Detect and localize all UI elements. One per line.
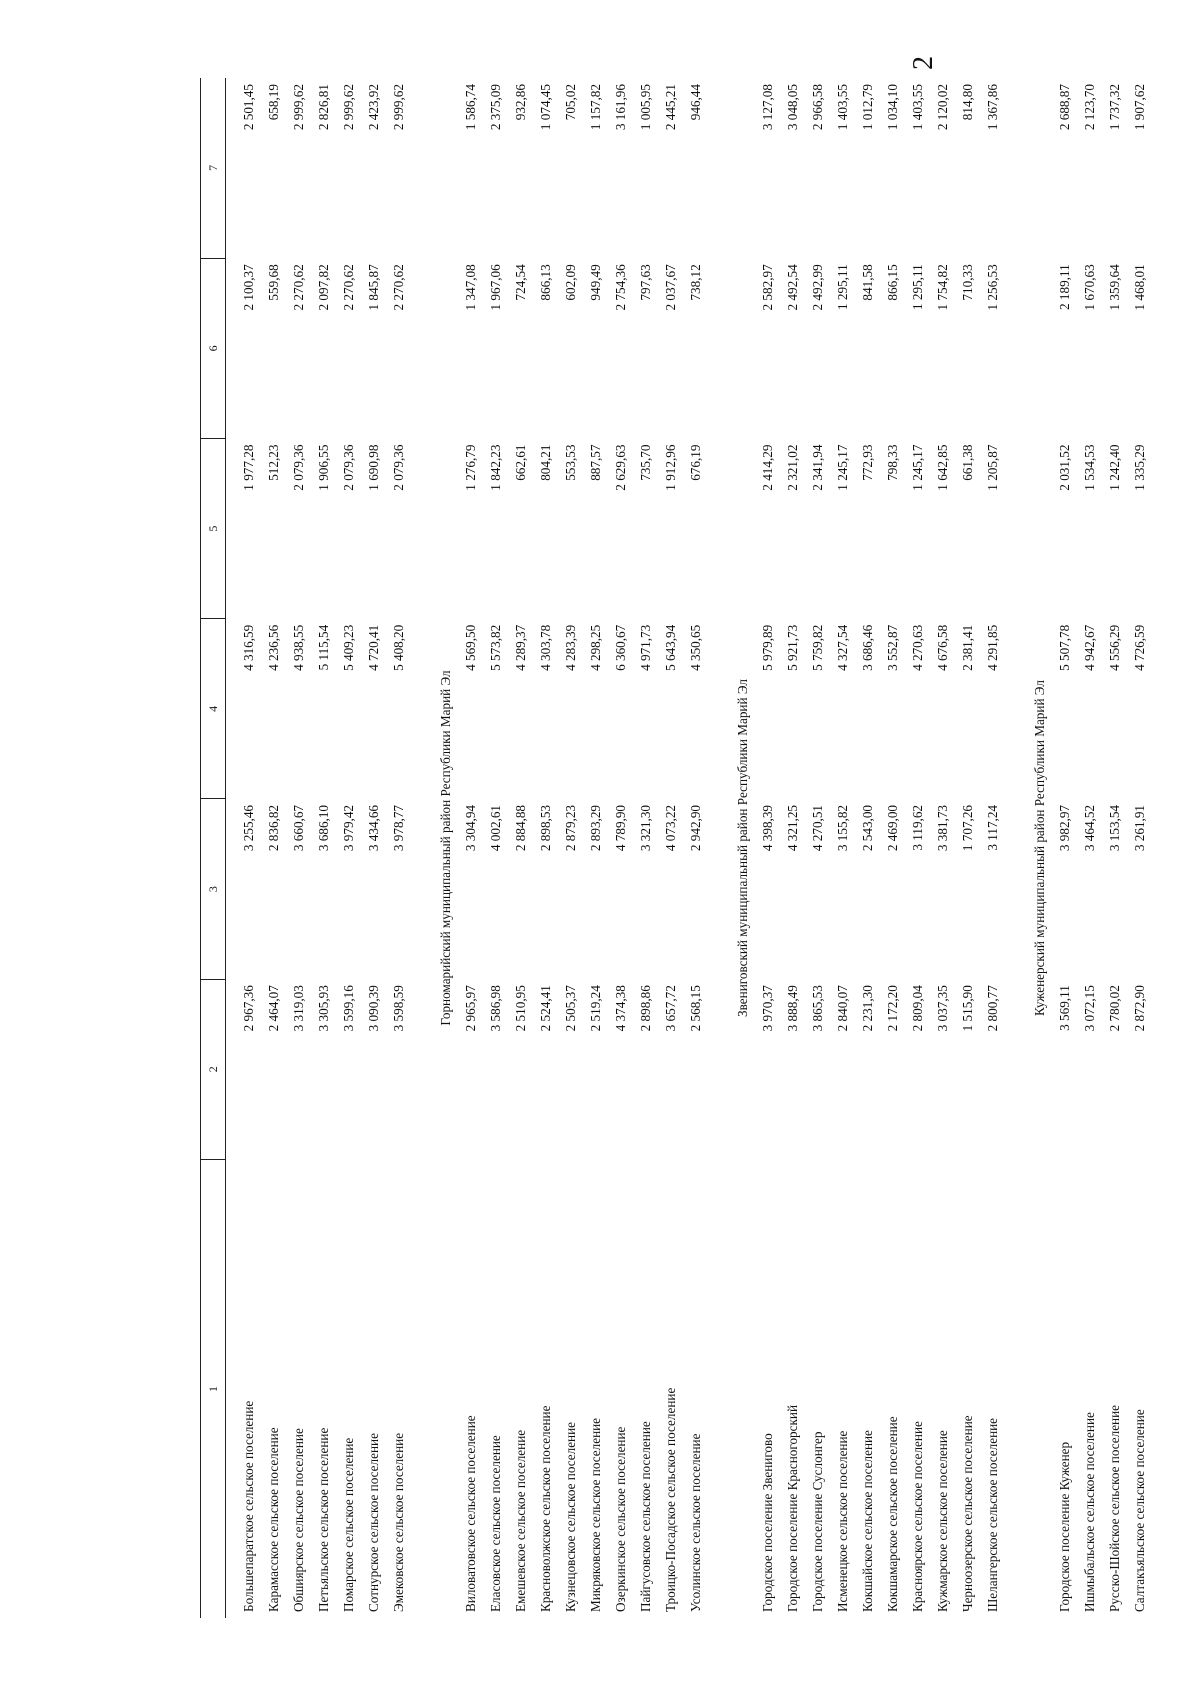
table-cell-value: 2 492,54 (785, 264, 800, 311)
table-cell-value: 2 097,82 (316, 264, 331, 311)
table-cell-value: 4 398,39 (760, 804, 775, 852)
section-header-row (1027, 78, 1052, 1618)
table-cell-value: 1 157,82 (588, 84, 603, 131)
settlement-name: Городское поселение Звенигово (760, 1433, 775, 1612)
table-cell-value: 4 303,78 (538, 624, 553, 671)
table-cell-value: 4 316,59 (241, 624, 256, 671)
table-cell-value: 4 327,54 (835, 624, 850, 671)
table-cell-value: 724,54 (513, 264, 528, 301)
table-cell-value: 2 568,15 (688, 985, 703, 1032)
table-cell-value: 3 381,73 (935, 804, 950, 852)
table-cell-value: 932,86 (513, 84, 528, 121)
table-cell-value: 1 967,06 (488, 264, 503, 311)
table-cell-value: 2 840,07 (835, 985, 850, 1032)
table-cell-value: 1 403,55 (910, 84, 925, 131)
table-cell-value: 2 800,77 (985, 985, 1000, 1032)
table-cell-value: 5 115,54 (316, 624, 331, 671)
table-cell-value: 710,33 (960, 264, 975, 301)
table-cell-value: 797,63 (638, 264, 653, 301)
table-cell-value: 5 921,73 (785, 624, 800, 671)
table-cell-value: 2 414,29 (760, 444, 775, 491)
table-cell-value: 3 865,53 (810, 985, 825, 1032)
table-row (361, 78, 386, 1618)
table-cell-value: 3 586,98 (488, 985, 503, 1032)
table-cell-value: 3 037,35 (935, 985, 950, 1032)
spacer-row (226, 78, 237, 1618)
table-cell-value: 2 688,87 (1057, 84, 1072, 131)
table-row (236, 78, 261, 1618)
table-cell-value: 2 464,07 (266, 985, 281, 1032)
table-cell-value: 4 789,90 (613, 804, 628, 852)
table-cell-value: 3 982,97 (1057, 804, 1072, 852)
table-cell-value: 2 898,86 (638, 985, 653, 1032)
table-cell-value: 866,13 (538, 264, 553, 301)
settlement-name: Емешевское сельское поселение (513, 1429, 528, 1612)
table-row (683, 78, 708, 1618)
table-cell-value: 2 999,62 (291, 84, 306, 131)
table-cell-value: 3 686,46 (860, 624, 875, 671)
table-cell-value: 1 242,40 (1107, 444, 1122, 491)
table-cell-value: 3 304,94 (463, 804, 478, 852)
table-cell-value: 1 295,11 (910, 264, 925, 310)
settlement-name: Ишмыбальское сельское поселение (1082, 1412, 1097, 1612)
table-cell-value: 1 670,63 (1082, 264, 1097, 311)
settlement-name: Усолинское сельское поселение (688, 1433, 703, 1612)
table-cell-value: 4 298,25 (588, 624, 603, 671)
table-cell-value: 1 977,28 (241, 444, 256, 491)
column-header: 3 (201, 799, 226, 979)
settlement-name: Карамасское сельское поселение (266, 1427, 281, 1612)
rotated-table-container (200, 78, 1147, 1618)
table-cell-value: 4 073,22 (663, 804, 678, 852)
settlement-name: Кокшамарское сельское поселение (885, 1416, 900, 1612)
table-cell-value: 3 127,08 (760, 84, 775, 131)
table-cell-value: 2 189,11 (1057, 264, 1072, 310)
table-cell-value: 3 978,77 (391, 804, 406, 852)
table-row (311, 78, 336, 1618)
tariff-table (200, 78, 1152, 1618)
table-cell-value: 2 270,62 (291, 264, 306, 311)
table-row (483, 78, 508, 1618)
table-cell-value: 3 119,62 (910, 804, 925, 851)
table-cell-value: 2 120,02 (935, 84, 950, 131)
table-cell-value: 5 643,94 (663, 624, 678, 671)
column-header: 4 (201, 619, 226, 799)
table-cell-value: 1 205,87 (985, 444, 1000, 491)
table-cell-value: 658,19 (266, 84, 281, 121)
table-cell-value: 772,93 (860, 444, 875, 481)
table-cell-value: 2 884,88 (513, 804, 528, 852)
settlement-name: Красноволжское сельское поселение (538, 1405, 553, 1612)
section-header-row (433, 78, 458, 1618)
spacer-row (411, 78, 433, 1618)
spacer-row (708, 78, 730, 1618)
table-cell-value: 553,53 (563, 444, 578, 481)
column-header: 1 (201, 1159, 226, 1618)
table-cell-value: 2 501,45 (241, 84, 256, 131)
spacer-row (1005, 78, 1027, 1618)
table-cell-value: 841,58 (860, 264, 875, 301)
table-cell-value: 1 468,01 (1132, 264, 1147, 311)
table-cell-value: 1 034,10 (885, 84, 900, 131)
table-cell-value: 1 074,45 (538, 84, 553, 131)
table-row (780, 78, 805, 1618)
table-cell-value: 2 037,67 (663, 264, 678, 311)
table-cell-value: 2 809,04 (910, 985, 925, 1032)
table-cell-value: 2 469,00 (885, 804, 900, 852)
table-cell-value: 1 012,79 (860, 84, 875, 131)
table-row (1127, 78, 1152, 1618)
table-cell-value: 3 155,82 (835, 804, 850, 852)
table-row (830, 78, 855, 1618)
table-cell-value: 512,23 (266, 444, 281, 481)
settlement-name: Сотнурское сельское поселение (366, 1433, 381, 1612)
table-cell-value: 2 999,62 (391, 84, 406, 131)
table-cell-value: 1 245,17 (835, 444, 850, 491)
settlement-name: Черноозерское сельское поселение (960, 1415, 975, 1612)
table-row (286, 78, 311, 1618)
table-cell-value: 4 938,55 (291, 624, 306, 671)
table-cell-value: 3 686,10 (316, 804, 331, 852)
table-cell-value: 5 573,82 (488, 624, 503, 671)
table-cell-value: 2 505,37 (563, 985, 578, 1032)
table-cell-value: 2 381,41 (960, 624, 975, 671)
table-cell-value: 1 912,96 (663, 444, 678, 491)
table-cell-value: 2 999,62 (341, 84, 356, 131)
table-cell-value: 4 270,63 (910, 624, 925, 671)
table-cell-value: 4 289,37 (513, 624, 528, 671)
table-row (880, 78, 905, 1618)
table-cell-value: 4 676,58 (935, 624, 950, 671)
table-cell-value: 2 510,95 (513, 985, 528, 1032)
table-cell-value: 2 321,02 (785, 444, 800, 491)
settlement-name: Большепаратское сельское поселение (241, 1400, 256, 1612)
settlement-name: Шелангерское сельское поселение (985, 1417, 1000, 1612)
table-cell-value: 2 492,99 (810, 264, 825, 311)
table-cell-value: 4 374,38 (613, 985, 628, 1032)
table-cell-value: 2 270,62 (341, 264, 356, 311)
table-cell-value: 1 534,53 (1082, 444, 1097, 491)
table-cell-value: 1 256,53 (985, 264, 1000, 311)
column-header: 2 (201, 979, 226, 1159)
table-cell-value: 2 445,21 (663, 84, 678, 131)
table-cell-value: 1 642,85 (935, 444, 950, 491)
settlement-name: Помарское сельское поселение (341, 1437, 356, 1612)
settlement-name: Еласовское сельское поселение (488, 1435, 503, 1612)
table-row (533, 78, 558, 1618)
table-cell-value: 1 737,32 (1107, 84, 1122, 131)
table-cell-value: 3 261,91 (1132, 804, 1147, 852)
table-cell-value: 705,02 (563, 84, 578, 121)
table-cell-value: 2 123,70 (1082, 84, 1097, 131)
table-cell-value: 1 586,74 (463, 84, 478, 131)
table-cell-value: 1 754,82 (935, 264, 950, 311)
settlement-name: Кокшайское сельское поселение (860, 1430, 875, 1612)
table-cell-value: 3 434,66 (366, 804, 381, 852)
table-row (980, 78, 1005, 1618)
table-row (805, 78, 830, 1618)
table-cell-value: 2 172,20 (885, 985, 900, 1032)
table-cell-value: 2 967,36 (241, 985, 256, 1032)
table-cell-value: 3 888,49 (785, 985, 800, 1032)
settlement-name: Виловатовское сельское поселение (463, 1415, 478, 1612)
table-cell-value: 4 291,85 (985, 624, 1000, 671)
table-cell-value: 5 408,20 (391, 624, 406, 671)
settlement-name: Городское поселение Красногорский (785, 1404, 800, 1612)
table-cell-value: 3 255,46 (241, 804, 256, 852)
table-row (1102, 78, 1127, 1618)
table-cell-value: 3 657,72 (663, 985, 678, 1032)
table-cell-value: 2 629,63 (613, 444, 628, 491)
settlement-name: Троицко-Посадское сельское поселение (663, 1387, 678, 1612)
table-row (1052, 78, 1077, 1618)
settlement-name: Петъяльское сельское поселение (316, 1427, 331, 1612)
settlement-name: Обшиярское сельское поселение (291, 1428, 306, 1612)
table-row (905, 78, 930, 1618)
table-cell-value: 3 979,42 (341, 804, 356, 852)
table-cell-value: 2 524,41 (538, 985, 553, 1032)
table-cell-value: 3 319,03 (291, 985, 306, 1032)
table-cell-value: 2 543,00 (860, 804, 875, 852)
table-cell-value: 1 515,90 (960, 985, 975, 1032)
table-row (930, 78, 955, 1618)
table-cell-value: 1 845,87 (366, 264, 381, 311)
table-cell-value: 1 403,55 (835, 84, 850, 131)
table-cell-value: 814,80 (960, 84, 975, 121)
table-row (558, 78, 583, 1618)
table-cell-value: 1 907,62 (1132, 84, 1147, 131)
table-cell-value: 1 690,98 (366, 444, 381, 491)
table-cell-value: 2 754,36 (613, 264, 628, 311)
table-cell-value: 2 879,23 (563, 804, 578, 852)
table-cell-value: 1 906,55 (316, 444, 331, 491)
table-cell-value: 3 048,05 (785, 84, 800, 131)
table-cell-value: 2 893,29 (588, 804, 603, 852)
table-cell-value: 4 556,29 (1107, 624, 1122, 671)
settlement-name: Пайгусовское сельское поселение (638, 1421, 653, 1612)
table-cell-value: 2 375,09 (488, 84, 503, 131)
settlement-name: Микряковское сельское поселение (588, 1417, 603, 1612)
table-row (386, 78, 411, 1618)
table-cell-value: 1 367,86 (985, 84, 1000, 131)
settlement-name: Озеркинское сельское поселение (613, 1426, 628, 1612)
settlement-name: Городское поселение Суслонгер (810, 1431, 825, 1612)
table-cell-value: 3 598,59 (391, 985, 406, 1032)
table-cell-value: 2 519,24 (588, 985, 603, 1032)
table-row (508, 78, 533, 1618)
table-cell-value: 1 359,64 (1107, 264, 1122, 311)
table-cell-value: 1 707,26 (960, 804, 975, 852)
table-cell-value: 2 079,36 (291, 444, 306, 491)
table-cell-value: 2 942,90 (688, 804, 703, 852)
table-cell-value: 1 005,95 (638, 84, 653, 131)
table-cell-value: 3 161,96 (613, 84, 628, 131)
table-cell-value: 2 582,97 (760, 264, 775, 311)
settlement-name: Красноярское сельское поселение (910, 1421, 925, 1612)
table-cell-value: 2 031,52 (1057, 444, 1072, 491)
table-cell-value: 5 979,89 (760, 624, 775, 671)
table-header-row (201, 78, 226, 1618)
section-title: Звениговский муниципальный район Республики Марий Эл (735, 679, 750, 1017)
table-cell-value: 804,21 (538, 444, 553, 481)
table-row (955, 78, 980, 1618)
settlement-name: Кужмарское сельское поселение (935, 1430, 950, 1612)
table-cell-value: 3 970,37 (760, 985, 775, 1032)
table-row (658, 78, 683, 1618)
table-cell-value: 662,61 (513, 444, 528, 481)
table-row (336, 78, 361, 1618)
table-cell-value: 559,68 (266, 264, 281, 301)
table-cell-value: 3 072,15 (1082, 985, 1097, 1032)
table-cell-value: 3 117,24 (985, 804, 1000, 851)
table-cell-value: 3 552,87 (885, 624, 900, 671)
table-cell-value: 2 423,92 (366, 84, 381, 131)
table-cell-value: 798,33 (885, 444, 900, 481)
column-header: 7 (201, 78, 226, 258)
table-cell-value: 866,15 (885, 264, 900, 301)
table-cell-value: 3 305,93 (316, 985, 331, 1032)
table-cell-value: 2 826,81 (316, 84, 331, 131)
table-cell-value: 1 295,11 (835, 264, 850, 310)
settlement-name: Русско-Шойское сельское поселение (1107, 1404, 1122, 1612)
settlement-name: Кузнецовское сельское поселение (563, 1421, 578, 1612)
table-cell-value: 3 464,52 (1082, 804, 1097, 852)
table-cell-value: 4 569,50 (463, 624, 478, 671)
table-cell-value: 3 569,11 (1057, 985, 1072, 1031)
table-cell-value: 4 270,51 (810, 804, 825, 852)
table-cell-value: 2 966,58 (810, 84, 825, 131)
table-row (1077, 78, 1102, 1618)
table-cell-value: 6 360,67 (613, 624, 628, 671)
table-row (583, 78, 608, 1618)
table-row (633, 78, 658, 1618)
table-row (755, 78, 780, 1618)
table-cell-value: 887,57 (588, 444, 603, 481)
table-cell-value: 2 079,36 (341, 444, 356, 491)
settlement-name: Эмековское сельское поселение (391, 1432, 406, 1612)
table-cell-value: 4 002,61 (488, 804, 503, 852)
table-cell-value: 2 341,94 (810, 444, 825, 491)
table-cell-value: 2 872,90 (1132, 985, 1147, 1032)
table-cell-value: 4 236,56 (266, 624, 281, 671)
table-cell-value: 738,12 (688, 264, 703, 301)
table-cell-value: 4 726,59 (1132, 624, 1147, 671)
table-cell-value: 4 942,67 (1082, 624, 1097, 671)
table-cell-value: 3 660,67 (291, 804, 306, 852)
table-cell-value: 2 836,82 (266, 804, 281, 852)
table-body (226, 78, 1153, 1618)
settlement-name: Городское поселение Куженер (1057, 1441, 1072, 1612)
table-cell-value: 2 965,97 (463, 985, 478, 1032)
settlement-name: Салтакъяльское сельское поселение (1132, 1409, 1147, 1612)
table-cell-value: 2 079,36 (391, 444, 406, 491)
column-header: 5 (201, 439, 226, 619)
table-cell-value: 676,19 (688, 444, 703, 481)
section-title: Куженерский муниципальный район Республики Марий Эл (1032, 680, 1047, 1016)
table-cell-value: 5 409,23 (341, 624, 356, 671)
table-cell-value: 949,49 (588, 264, 603, 301)
table-row (855, 78, 880, 1618)
table-cell-value: 735,70 (638, 444, 653, 481)
table-cell-value: 1 245,17 (910, 444, 925, 491)
table-row (261, 78, 286, 1618)
table-cell-value: 2 780,02 (1107, 985, 1122, 1032)
table-cell-value: 5 759,82 (810, 624, 825, 671)
table-row (458, 78, 483, 1618)
table-cell-value: 4 971,73 (638, 624, 653, 671)
table-cell-value: 3 090,39 (366, 985, 381, 1032)
section-title: Горномарийский муниципальный район Республики Марий Эл (438, 670, 453, 1026)
page-number: 2 (908, 56, 939, 70)
settlement-name: Исменецкое сельское поселение (835, 1430, 850, 1612)
table-cell-value: 3 153,54 (1107, 804, 1122, 852)
table-cell-value: 2 270,62 (391, 264, 406, 311)
section-header-row (730, 78, 755, 1618)
table-row (608, 78, 633, 1618)
table-cell-value: 2 100,37 (241, 264, 256, 311)
table-cell-value: 602,09 (563, 264, 578, 301)
table-cell-value: 4 350,65 (688, 624, 703, 671)
table-cell-value: 661,38 (960, 444, 975, 481)
table-cell-value: 4 720,41 (366, 624, 381, 671)
table-cell-value: 2 898,53 (538, 804, 553, 852)
table-cell-value: 946,44 (688, 84, 703, 121)
table-cell-value: 3 321,30 (638, 804, 653, 852)
table-cell-value: 1 347,08 (463, 264, 478, 311)
table-cell-value: 4 283,39 (563, 624, 578, 671)
table-cell-value: 1 335,29 (1132, 444, 1147, 491)
table-cell-value: 3 599,16 (341, 985, 356, 1032)
column-header: 6 (201, 258, 226, 438)
table-cell-value: 1 842,23 (488, 444, 503, 491)
table-cell-value: 5 507,78 (1057, 624, 1072, 671)
table-cell-value: 1 276,79 (463, 444, 478, 491)
table-cell-value: 4 321,25 (785, 804, 800, 852)
table-cell-value: 2 231,30 (860, 985, 875, 1032)
